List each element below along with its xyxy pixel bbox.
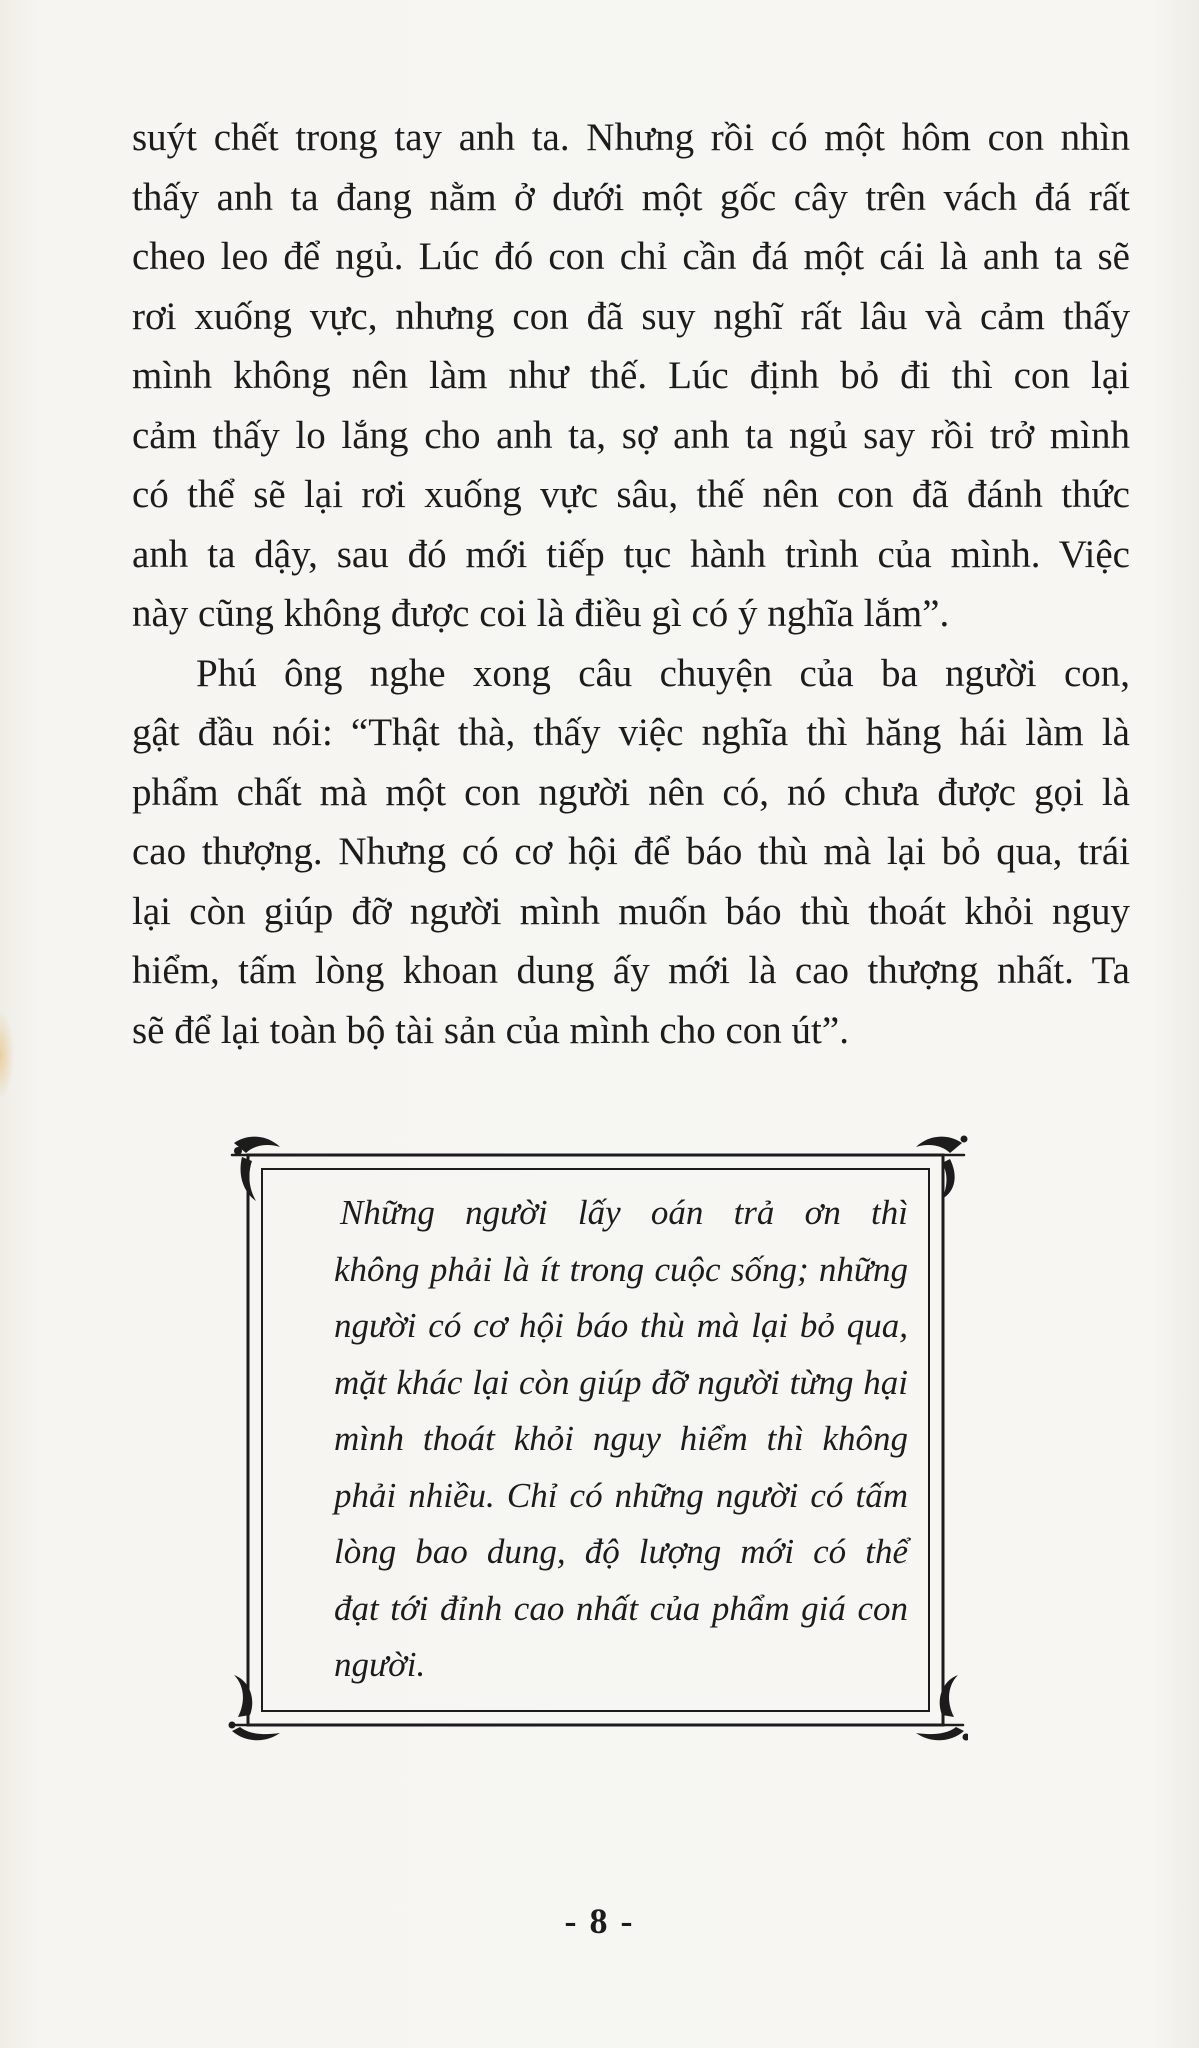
moral-line: phải nhiều. Chỉ có những người có tấm — [334, 1475, 908, 1515]
page-edge-stain — [0, 1010, 14, 1100]
text-line: có thể sẽ lại rơi xuống vực sâu, thế nên con đã đánh thức — [132, 473, 1130, 516]
text-line: phẩm chất mà một con người nên có, nó chưa được gọi là — [132, 770, 1130, 814]
moral-box-text — [334, 1185, 908, 1694]
text-line: mình không nên làm như thế. Lúc định bỏ đi thì con lại — [132, 354, 1130, 397]
moral-line: lòng bao dung, độ lượng mới có thể — [334, 1532, 908, 1571]
story-text — [132, 108, 1130, 1060]
text-line: cao thượng. Nhưng có cơ hội để báo thù mà lại bỏ qua, trái — [132, 830, 1130, 873]
text-line: cảm thấy lo lắng cho anh ta, sợ anh ta ngủ say rồi trở mình — [132, 413, 1130, 457]
moral-line: Những người lấy oán trả ơn thì — [340, 1193, 908, 1232]
text-line: anh ta dậy, sau đó mới tiếp tục hành trình của mình. Việc — [132, 532, 1130, 576]
text-line: cheo leo để ngủ. Lúc đó con chỉ cần đá một cái là anh ta sẽ — [132, 235, 1130, 278]
text-line: này cũng không được coi là điều gì có ý nghĩa lắm”. — [132, 592, 950, 635]
text-line: hiểm, tấm lòng khoan dung ấy mới là cao thượng nhất. Ta — [132, 949, 1130, 992]
text-line: thấy anh ta đang nằm ở dưới một gốc cây trên vách đá rất — [132, 175, 1130, 219]
moral-line: mình thoát khỏi nguy hiểm thì không — [334, 1419, 908, 1458]
page-number: - 8 - — [564, 1901, 635, 1941]
moral-line: đạt tới đỉnh cao nhất của phẩm giá con — [334, 1588, 908, 1628]
text-line: Phú ông nghe xong câu chuyện của ba người con, — [196, 651, 1130, 695]
moral-line: người. — [334, 1645, 426, 1684]
text-line: suýt chết trong tay anh ta. Nhưng rồi có một hôm con nhìn — [132, 116, 1130, 159]
paragraph-2 — [132, 644, 1130, 1061]
text-line: rơi xuống vực, nhưng con đã suy nghĩ rất lâu và cảm thấy — [132, 294, 1130, 338]
moral-line: người có cơ hội báo thù mà lại bỏ qua, — [334, 1306, 908, 1345]
moral-line: không phải là ít trong cuộc sống; những — [334, 1249, 908, 1289]
text-line: sẽ để lại toàn bộ tài sản của mình cho con út”. — [132, 1008, 849, 1052]
paragraph-1 — [132, 108, 1130, 644]
moral-line: mặt khác lại còn giúp đỡ người từng hại — [334, 1362, 908, 1402]
text-line: lại còn giúp đỡ người mình muốn báo thù thoát khỏi nguy — [132, 889, 1130, 933]
text-line: gật đầu nói: “Thật thà, thấy việc nghĩa thì hăng hái làm là — [132, 711, 1130, 754]
